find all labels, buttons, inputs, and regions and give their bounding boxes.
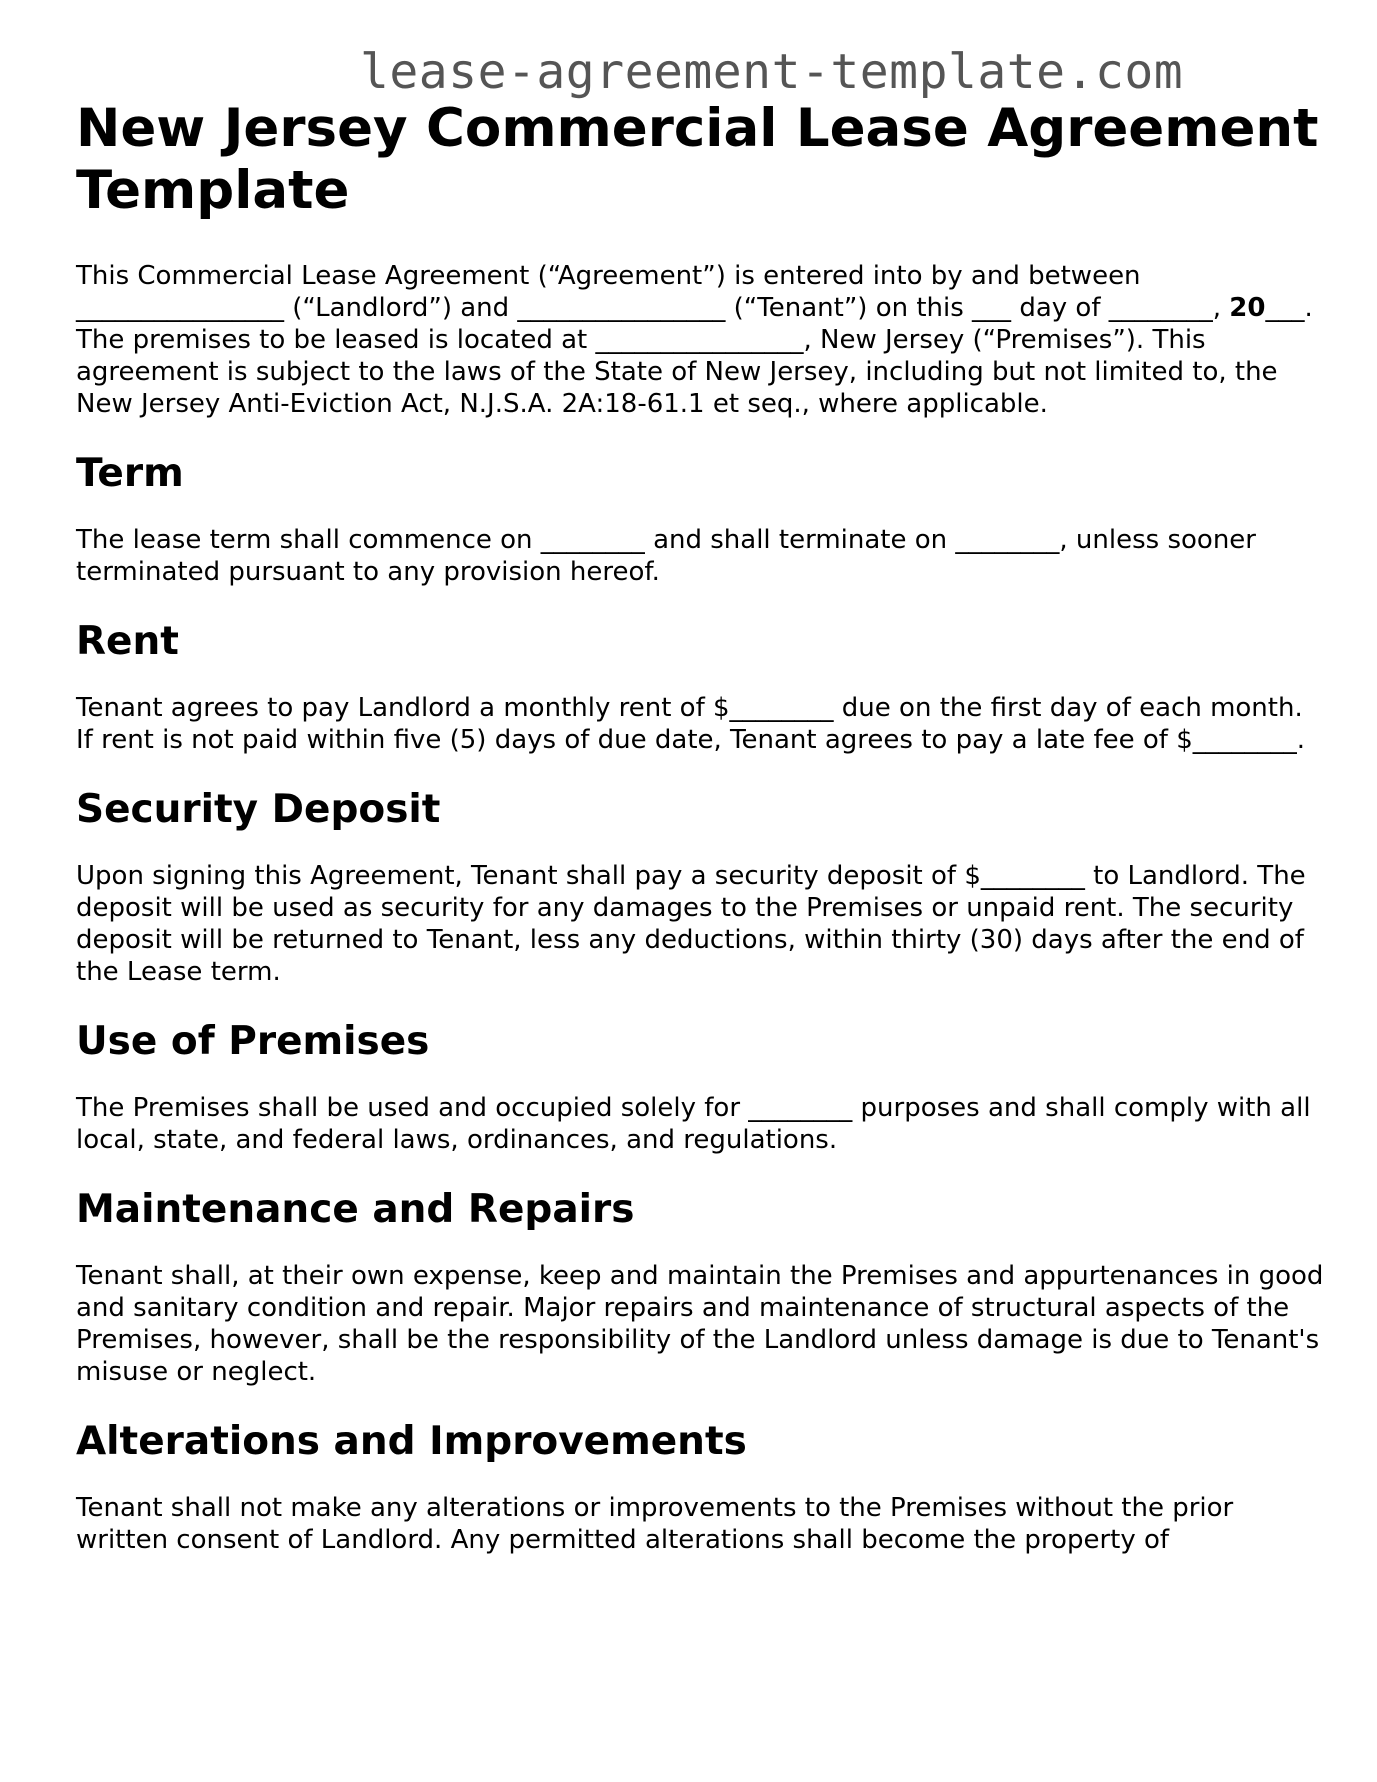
section-body: The Premises shall be used and occupied solely for ________ purposes and shall comply with all local, state, and federal laws, ordinances, and regulations. bbox=[76, 1093, 1311, 1155]
page-title: New Jersey Commercial Lease Agreement Template bbox=[76, 98, 1319, 221]
section-heading: Rent bbox=[76, 619, 179, 664]
intro-year-label: 20 bbox=[1229, 293, 1266, 323]
section-alterations-and-improvements bbox=[76, 1418, 1326, 1556]
section-body: Tenant shall not make any alterations or improvements to the Premises without the prior written consent of Landlord. Any permitted alterations shall become the property of bbox=[76, 1493, 1234, 1555]
section-heading: Term bbox=[76, 451, 184, 496]
intro-text-2: ___. The premises to be leased is located at ________________, New Jersey (“Premises”). This agreement is subject to the laws of the State of New Jersey, including but not limited to, the New Jersey Anti-Eviction Act, N.J.S.A. 2A:18-61.1 et seq., where applicable. bbox=[76, 293, 1313, 419]
section-heading: Use of Premises bbox=[76, 1019, 430, 1064]
site-watermark: lease-agreement-template.com bbox=[360, 44, 1184, 100]
intro-text-1: This Commercial Lease Agreement (“Agreement”) is entered into by and between ________________ (“Landlord”) and ________________ (“Tenant”) on this ___ day of ________, bbox=[76, 261, 1230, 323]
section-term bbox=[76, 450, 1326, 588]
section-heading: Alterations and Improvements bbox=[76, 1419, 747, 1464]
section-body: Tenant agrees to pay Landlord a monthly rent of $________ due on the first day of each month. If rent is not paid within five (5) days of due date, Tenant agrees to pay a late fee of $________. bbox=[76, 693, 1306, 755]
section-body: Tenant shall, at their own expense, keep and maintain the Premises and appurtenances in good and sanitary condition and repair. Major repairs and maintenance of structural aspects of the Premises, however, shall be the responsibility of the Landlord unless damage is due to Tenant's misuse or neglect. bbox=[76, 1261, 1324, 1387]
section-heading: Security Deposit bbox=[76, 787, 441, 832]
section-use-of-premises bbox=[76, 1018, 1326, 1156]
section-body: The lease term shall commence on ________ and shall terminate on ________, unless sooner terminated pursuant to any provision hereof. bbox=[76, 525, 1256, 587]
section-security-deposit bbox=[76, 786, 1326, 988]
section-heading: Maintenance and Repairs bbox=[76, 1187, 635, 1232]
section-maintenance-and-repairs bbox=[76, 1186, 1326, 1388]
document-body bbox=[76, 98, 1326, 1556]
intro-paragraph bbox=[76, 260, 1326, 420]
section-body: Upon signing this Agreement, Tenant shall pay a security deposit of $________ to Landlord. The deposit will be used as security for any damages to the Premises or unpaid rent. The security deposit will be returned to Tenant, less any deductions, within thirty (30) days after the end of the Lease term. bbox=[76, 861, 1306, 987]
section-rent bbox=[76, 618, 1326, 756]
